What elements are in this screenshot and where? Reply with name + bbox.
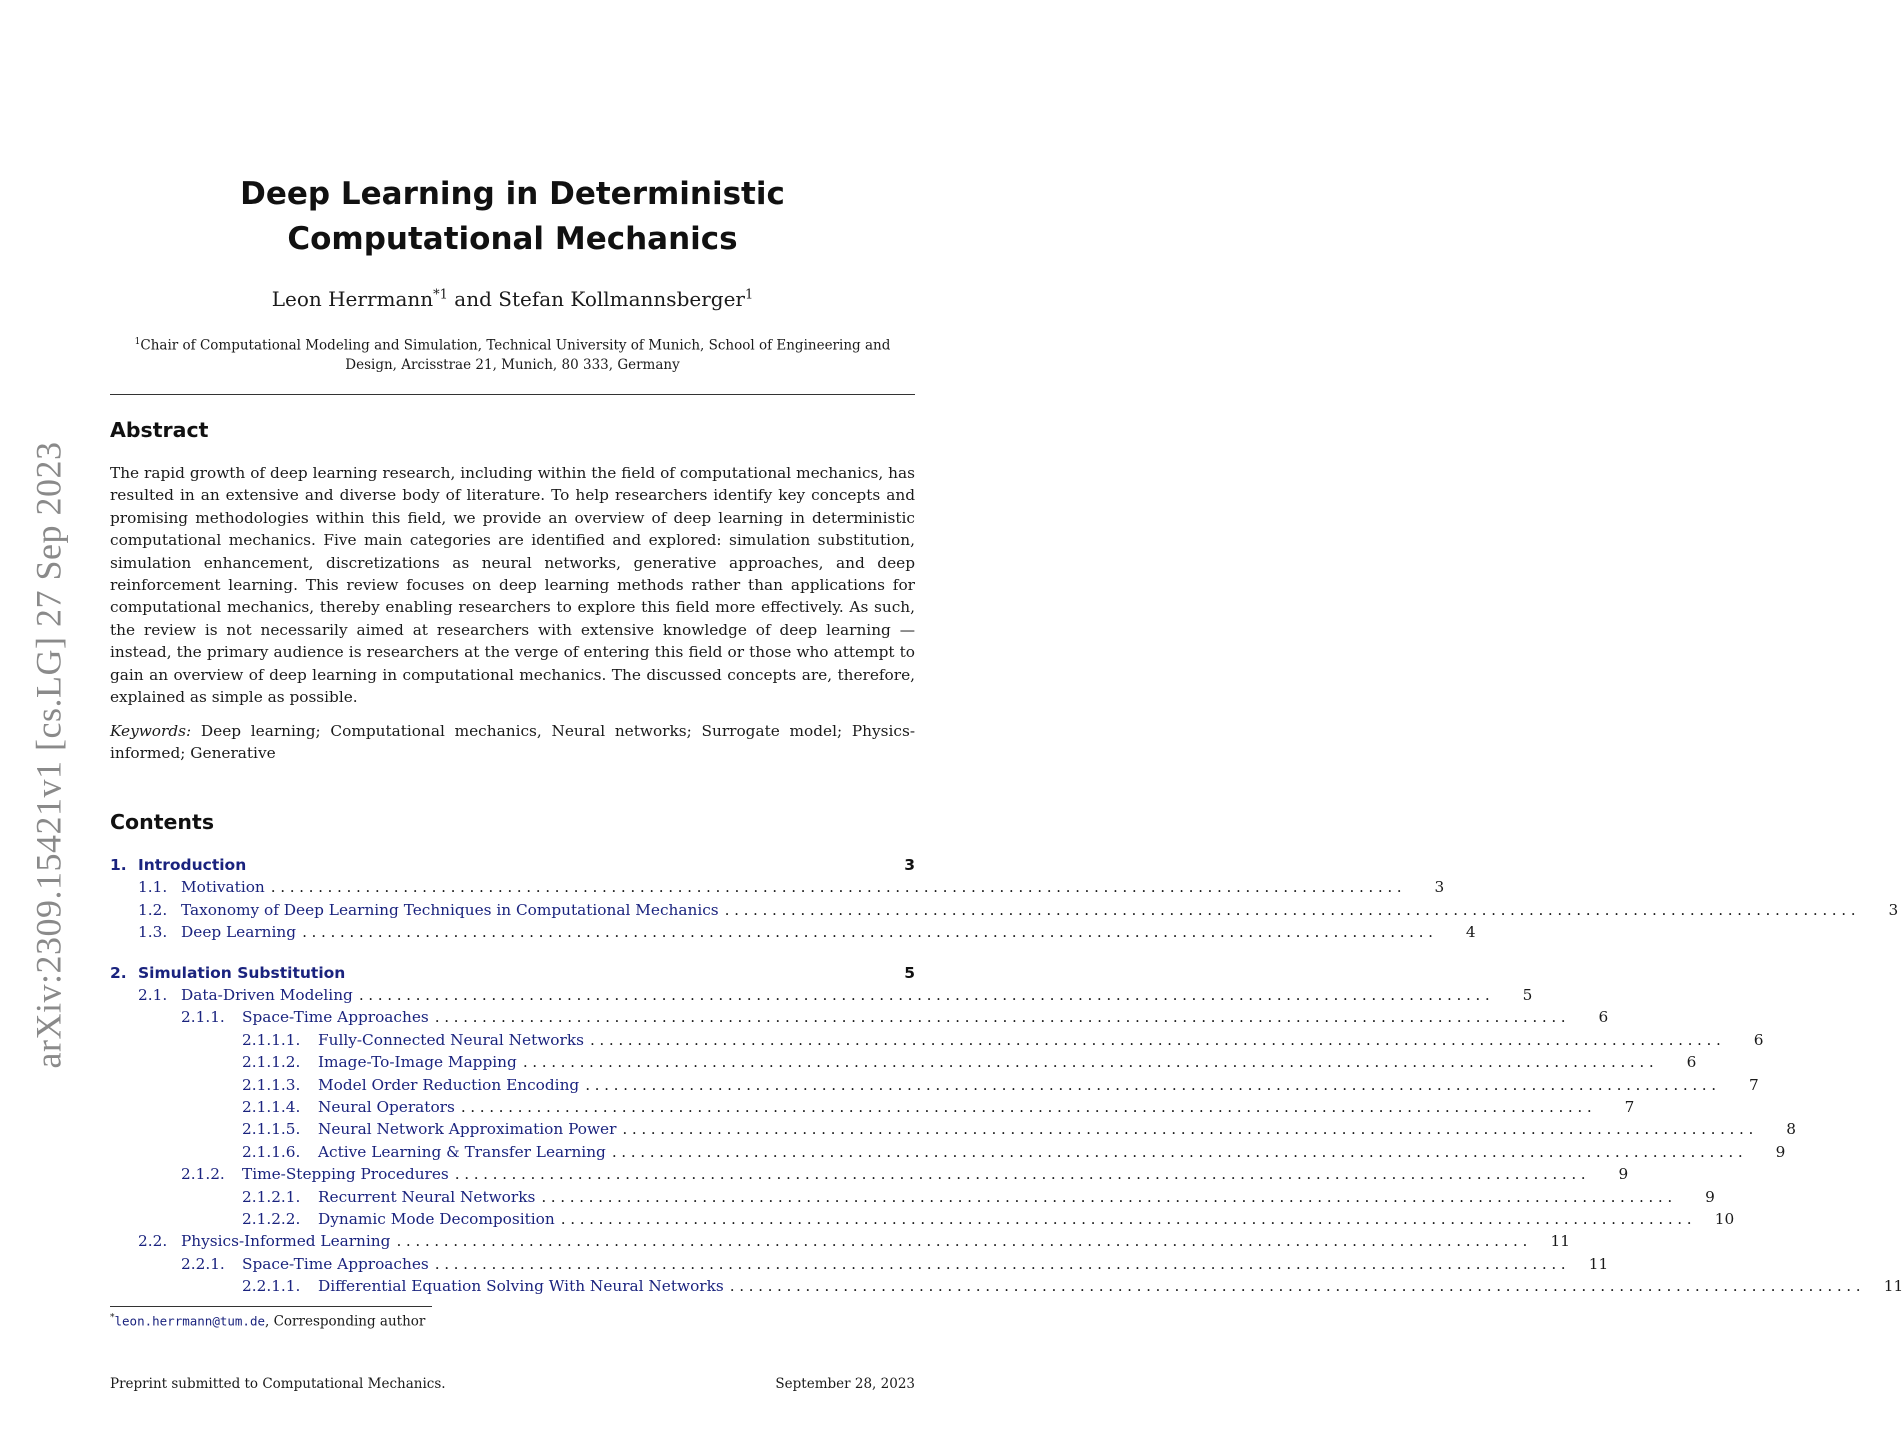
toc-entry-number: 2.1. (138, 986, 168, 1004)
toc-entry-number: 2.1.2. (181, 1165, 225, 1184)
toc-entry-number: 2. (110, 963, 127, 982)
toc-entry-number: 2.2.1.1. (242, 1277, 301, 1296)
toc-entry-title[interactable]: Neural Operators (318, 1098, 455, 1116)
toc-leader-dots: ........................................................................................................................ (522, 1053, 1659, 1072)
affiliation (130, 333, 895, 375)
toc-entry[interactable] (110, 856, 915, 878)
toc-entry-title[interactable]: Data-Driven Modeling (181, 986, 353, 1004)
toc-leader-dots: ........................................................................................................................ (434, 1008, 1571, 1027)
toc-entry-title[interactable]: Space-Time Approaches (242, 1254, 429, 1273)
toc-entry[interactable] (242, 1120, 1796, 1142)
toc-entry-title[interactable]: Dynamic Mode Decomposition (318, 1210, 555, 1228)
toc-entry-title[interactable]: Model Order Reduction Encoding (318, 1075, 580, 1094)
toc-entry-page: 5 (1522, 986, 1533, 1004)
toc-entry-page: 8 (1786, 1120, 1796, 1139)
toc-entry[interactable] (138, 986, 1533, 1008)
toc-leader-dots: ........................................................................................................................ (611, 1142, 1748, 1161)
toc-leader-dots: ........................................................................................................................ (358, 986, 1495, 1004)
email-link[interactable]: leon.herrmann@tum.de (114, 1313, 266, 1329)
abstract-body: The rapid growth of deep learning research, including within the field of computational mechanics, has resulted in an extensive and diverse body of literature. To help researchers identify key concepts and promising methodologies within this field, we provide an overview of deep learning in deterministic computational mechanics. Five main categories are identified and explored: simulation substitution, simulation enhancement, discretizations as neural networks, generative approaches, and deep reinforcement learning. This review focuses on deep learning methods rather than applications for computational mechanics, thereby enabling researchers to explore this field more effectively. As such, the review is not necessarily aimed at researchers with extensive knowledge of deep learning — instead, the primary audience is researchers at the verge of entering this field or those who attempt to gain an overview of deep learning in computational mechanics. The discussed concepts are, therefore, explained as simple as possible. (110, 464, 915, 707)
paper-title: Deep Learning in Deterministic Computational Mechanics (240, 176, 785, 257)
affiliation-mark: 1 (134, 337, 141, 347)
toc-leader-dots: ........................................................................................................................ (270, 878, 1407, 897)
toc-entry-page: 6 (1753, 1030, 1764, 1049)
affiliation-text: Chair of Computational Modeling and Simulation, Technical University of Munich, School of Engineering and Design, Arcisstrae 21, Munich, 80 333, Germany (140, 337, 891, 373)
toc-entry-title[interactable]: Introduction (138, 856, 247, 874)
toc-entry[interactable] (242, 1210, 1735, 1232)
toc-leader-dots: ........................................................................................................................ (724, 900, 1861, 919)
toc-entry-number: 1.1. (138, 878, 168, 897)
toc-leader-dots: ........................................................................................................................ (396, 1232, 1532, 1251)
toc-leader-dots: ........................................................................................................................ (454, 1165, 1591, 1184)
author-mark: *1 (433, 287, 448, 303)
toc-entry-page: 3 (904, 856, 915, 874)
toc-entry[interactable] (242, 1277, 1903, 1299)
footer-date: September 28, 2023 (775, 1376, 915, 1392)
toc-entry-page: 9 (1775, 1142, 1786, 1161)
arxiv-stamp (20, 441, 76, 1069)
toc-leader-dots: ........................................................................................................................ (622, 1120, 1758, 1139)
contents-heading: Contents (110, 810, 215, 834)
toc-entry-title[interactable]: Simulation Substitution (138, 963, 346, 982)
toc-entry[interactable] (138, 878, 1445, 900)
toc-leader-dots: ........................................................................................................................ (589, 1030, 1726, 1049)
toc-entry[interactable] (138, 923, 1476, 945)
toc-leader-dots: ........................................................................................................................ (434, 1254, 1571, 1273)
toc-entry-title[interactable]: Space-Time Approaches (242, 1008, 429, 1027)
toc-leader-dots: ........................................................................................................................ (585, 1075, 1721, 1094)
toc-entry[interactable] (110, 964, 915, 986)
toc-entry-number: 1.2. (138, 900, 168, 919)
toc-entry-page: 3 (1434, 878, 1445, 897)
toc-entry-number: 2.1.1.5. (242, 1120, 301, 1139)
keywords-label: Keywords: (110, 722, 192, 740)
toc-entry-title[interactable]: Image-To-Image Mapping (318, 1053, 517, 1072)
toc-entry-number: 1. (110, 856, 127, 874)
toc-entry-page: 9 (1705, 1187, 1715, 1206)
keywords-text: Deep learning; Computational mechanics, Neural networks; Surrogate model; Physics-informed; Generative (110, 722, 915, 763)
title-divider (110, 394, 915, 395)
footer-journal: Preprint submitted to Computational Mechanics. (110, 1376, 446, 1392)
toc-entry-title[interactable]: Neural Network Approximation Power (318, 1120, 617, 1139)
toc-entry-title[interactable]: Taxonomy of Deep Learning Techniques in Computational Mechanics (181, 900, 719, 919)
toc-entry[interactable] (138, 1232, 1570, 1254)
toc-entry[interactable] (242, 1075, 1759, 1098)
toc-entry-title[interactable]: Differential Equation Solving With Neural Networks (318, 1277, 724, 1296)
toc-entry-page: 7 (1624, 1098, 1635, 1116)
toc-entry[interactable] (181, 1165, 1629, 1187)
arxiv-stamp-text: arXiv:2309.15421v1 [cs.LG] 27 Sep 2023 (28, 441, 69, 1069)
toc-leader-dots: ........................................................................................................................ (460, 1098, 1597, 1116)
toc-entry[interactable] (181, 1254, 1609, 1277)
toc-entry-number: 2.2. (138, 1232, 168, 1251)
toc-entry-number: 2.1.2.2. (242, 1210, 301, 1228)
toc-leader-dots: ........................................................................................................................ (302, 923, 1438, 942)
author-mark: 1 (744, 287, 754, 303)
toc-entry-page: 7 (1748, 1075, 1759, 1094)
author-name: Leon Herrmann (271, 287, 434, 311)
toc-entry-page: 11 (1588, 1254, 1609, 1273)
toc-entry[interactable] (242, 1098, 1635, 1120)
toc-entry-number: 2.1.1.4. (242, 1098, 301, 1116)
abstract-heading: Abstract (110, 418, 209, 442)
author-joiner: and (447, 287, 499, 311)
toc-entry[interactable] (138, 900, 1899, 923)
toc-entry-number: 2.2.1. (181, 1254, 225, 1273)
toc-entry-title[interactable]: Recurrent Neural Networks (318, 1187, 536, 1206)
toc-entry-title[interactable]: Physics-Informed Learning (181, 1232, 391, 1251)
toc-entry[interactable] (181, 1008, 1609, 1030)
toc-entry-page: 6 (1598, 1008, 1609, 1027)
toc-entry-title[interactable]: Motivation (181, 878, 265, 897)
toc-entry-page: 6 (1686, 1053, 1697, 1072)
toc-entry-page: 3 (1888, 900, 1899, 919)
toc-entry-number: 2.1.1.3. (242, 1075, 301, 1094)
toc-entry[interactable] (242, 1030, 1764, 1053)
toc-entry-number: 1.3. (138, 923, 168, 942)
toc-leader-dots: ........................................................................................................................ (729, 1277, 1866, 1296)
toc-entry-number: 2.1.2.1. (242, 1187, 301, 1206)
toc-entry-page: 11 (1883, 1277, 1903, 1296)
toc-entry-page: 10 (1714, 1210, 1735, 1228)
toc-entry-page: 9 (1618, 1165, 1629, 1184)
toc-entry[interactable] (242, 1053, 1697, 1075)
toc-entry-title[interactable]: Fully-Connected Neural Networks (318, 1030, 584, 1049)
toc-entry[interactable] (242, 1187, 1715, 1210)
author-name: Stefan Kollmannsberger (498, 287, 745, 311)
toc-entry-title[interactable]: Time-Stepping Procedures (242, 1165, 449, 1184)
footnote-mark: * (110, 1313, 115, 1323)
toc-entry-number: 2.1.1.6. (242, 1142, 301, 1161)
author-line (110, 287, 915, 311)
toc-leader-dots: ........................................................................................................................ (541, 1187, 1677, 1206)
footnote-divider (110, 1306, 432, 1307)
toc-entry-number: 2.1.1. (181, 1008, 225, 1027)
footnote-text: , Corresponding author (265, 1313, 426, 1330)
toc-entry-page: 4 (1465, 923, 1476, 942)
footnote (110, 1313, 425, 1330)
toc-entry-page: 5 (904, 963, 915, 982)
toc-leader-dots: ........................................................................................................................ (560, 1210, 1697, 1228)
toc-entry-number: 2.1.1.2. (242, 1053, 301, 1072)
toc-entry-page: 11 (1550, 1232, 1570, 1251)
keywords (110, 720, 915, 765)
toc-entry-title[interactable]: Active Learning & Transfer Learning (318, 1142, 606, 1161)
toc-entry[interactable] (242, 1142, 1786, 1165)
toc-entry-title[interactable]: Deep Learning (181, 923, 297, 942)
toc-entry-number: 2.1.1.1. (242, 1030, 301, 1049)
